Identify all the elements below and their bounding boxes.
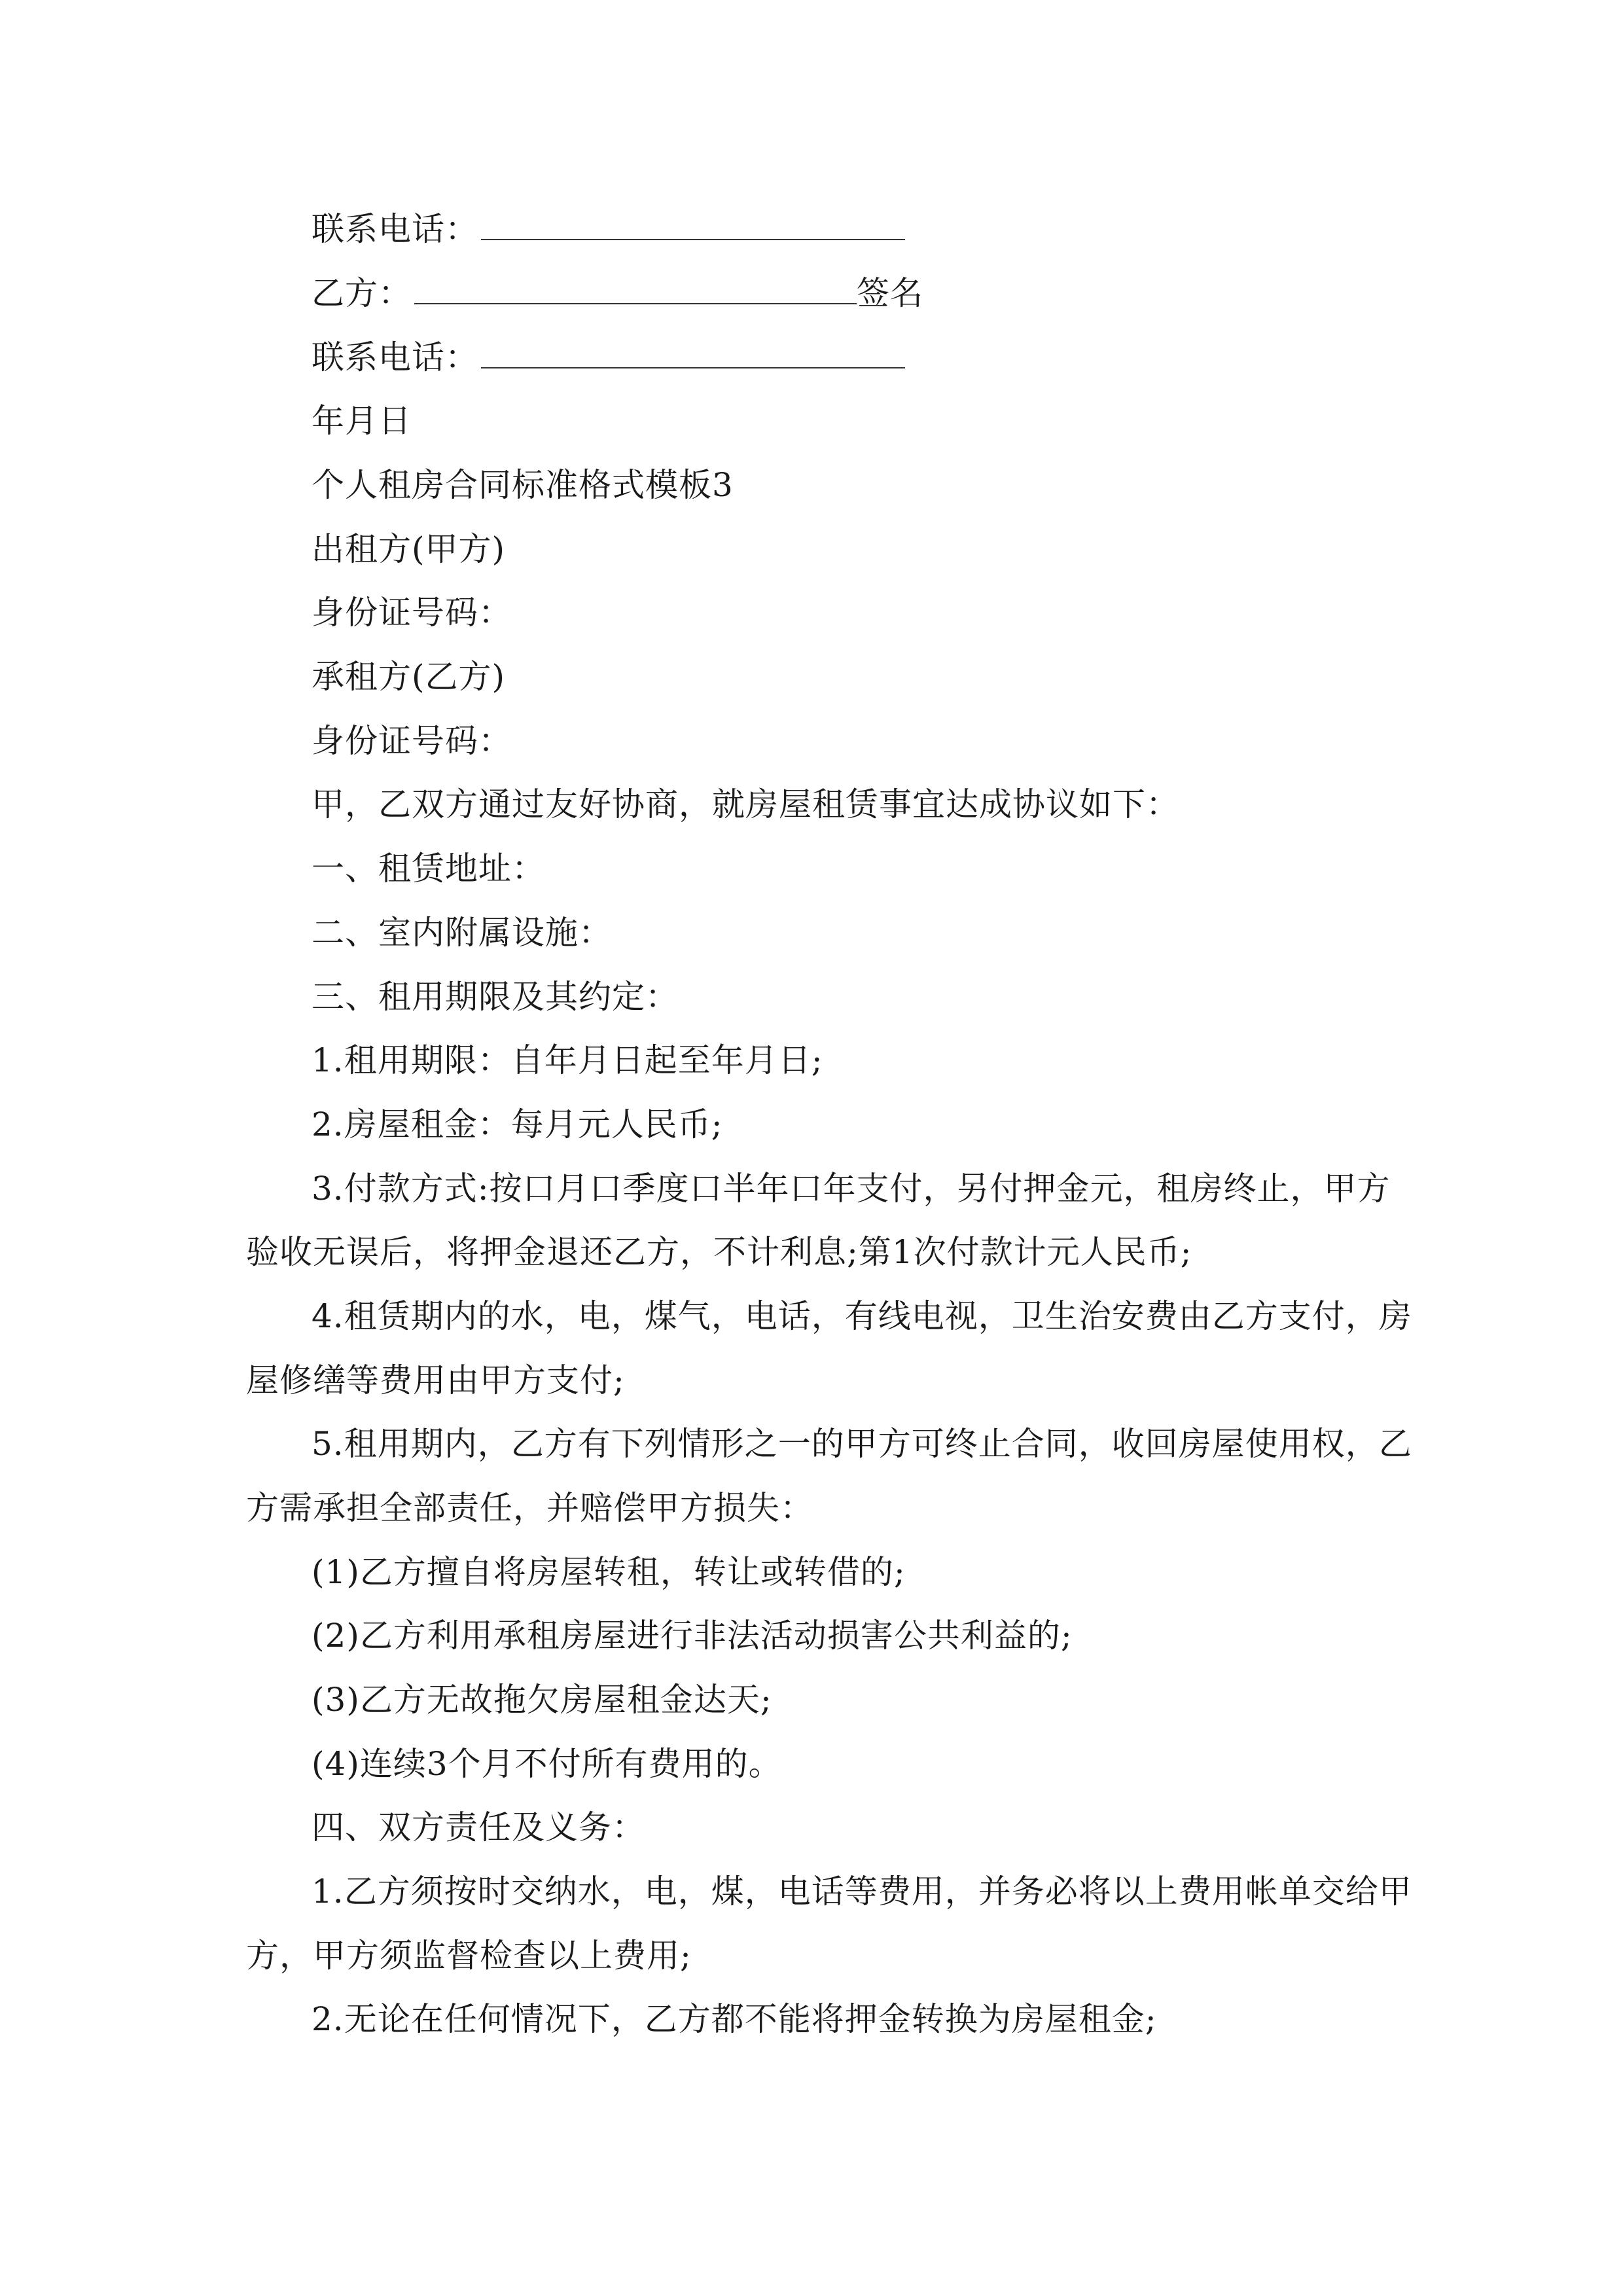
clause-line: 1.租用期限：自年月日起至年月日; (312, 1041, 823, 1079)
intro-paragraph: 甲，乙双方通过友好协商，就房屋租赁事宜达成协议如下： (312, 785, 1179, 823)
clause-line: 3.付款方式:按口月口季度口半年口年支付，另付押金元，租房终止，甲方 (312, 1170, 1391, 1208)
clause-line: 方，甲方须监督检查以上费用; (246, 1937, 692, 1975)
phone-label-2: 联系电话： (312, 338, 478, 376)
lessor-line: 出租方(甲方) (312, 530, 506, 568)
party-b-sign-line (312, 274, 1450, 313)
clause-line: (1)乙方擅自将房屋转租，转让或转借的; (312, 1553, 906, 1591)
phone-line-1 (312, 209, 1450, 249)
clause-line: (4)连续3个月不付所有费用的。 (312, 1745, 782, 1783)
clause-line: 方需承担全部责任，并赔偿甲方损失： (246, 1489, 813, 1527)
clause-line: 5.租用期内，乙方有下列情形之一的甲方可终止合同，收回房屋使用权，乙 (312, 1425, 1412, 1463)
party-b-blank (414, 274, 857, 304)
contract-title: 个人租房合同标准格式模板3 (312, 466, 734, 504)
clause-line: (3)乙方无故拖欠房屋租金达天; (312, 1681, 772, 1719)
phone-blank-1 (481, 210, 905, 240)
clause-line: 4.租赁期内的水，电，煤气，电话，有线电视，卫生治安费由乙方支付，房 (312, 1297, 1412, 1335)
lessor-id-line: 身份证号码： (312, 594, 512, 632)
clause-line: (2)乙方利用承租房屋进行非法活动损害公共利益的; (312, 1617, 1073, 1655)
section-1-heading: 一、租赁地址： (312, 850, 545, 888)
section-4-heading: 四、双方责任及义务： (312, 1808, 645, 1846)
phone-blank-2 (481, 338, 905, 368)
lessee-id-line: 身份证号码： (312, 722, 512, 760)
section-3-heading: 三、租用期限及其约定： (312, 978, 679, 1016)
section-2-heading: 二、室内附属设施： (312, 914, 612, 952)
clause-line: 屋修缮等费用由甲方支付; (246, 1361, 625, 1399)
phone-label-1: 联系电话： (312, 210, 478, 248)
clause-line: 1.乙方须按时交纳水，电，煤，电话等费用，并务必将以上费用帐单交给甲 (312, 1873, 1412, 1910)
party-b-label: 乙方： (312, 274, 412, 312)
sign-label: 签名 (857, 274, 923, 312)
date-line: 年月日 (312, 402, 412, 440)
clause-line: 验收无误后，将押金退还乙方，不计利息;第1次付款计元人民币; (246, 1233, 1192, 1271)
clause-line: 2.无论在任何情况下，乙方都不能将押金转换为房屋租金; (312, 2000, 1157, 2038)
lessee-line: 承租方(乙方) (312, 658, 506, 696)
clause-line: 2.房屋租金：每月元人民币; (312, 1105, 723, 1143)
phone-line-2 (312, 338, 1450, 377)
